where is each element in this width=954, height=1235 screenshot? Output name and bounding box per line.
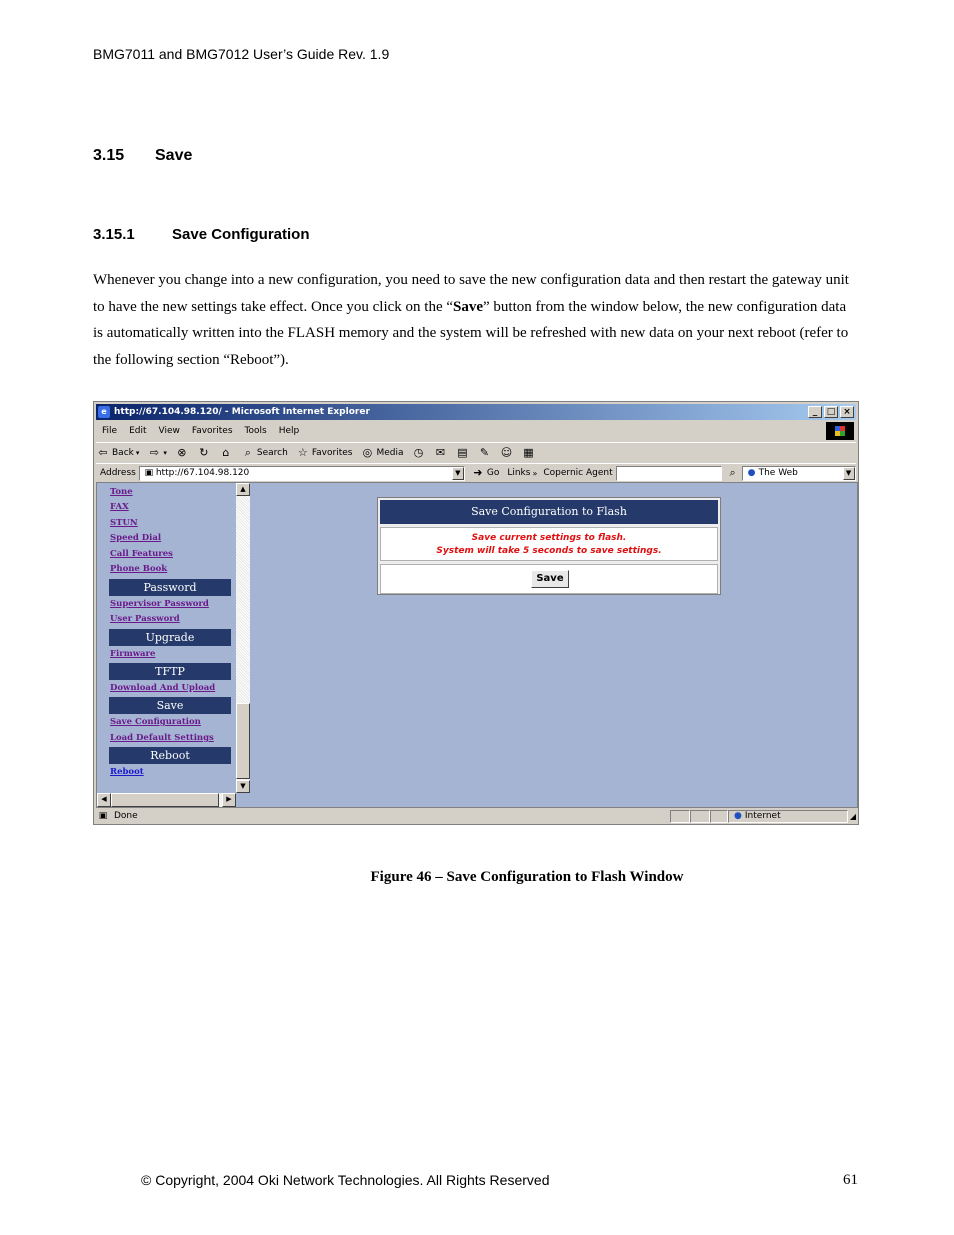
web-scope-select[interactable] [742, 466, 856, 481]
internet-globe-icon: ● [733, 811, 742, 821]
subsection-title: Save Configuration [172, 226, 310, 243]
para-text-2: ” button from the window below, the new configuration data is automatically written into the FLASH memory and the system will be refreshed with new data on your next reboot (refer to the following section “Reboot”). [93, 298, 849, 368]
maximize-icon[interactable]: □ [824, 406, 838, 418]
windows-logo-icon [826, 422, 854, 440]
menu-tools[interactable]: Tools [244, 426, 267, 436]
stop-icon[interactable]: ⊗ [177, 446, 187, 459]
back-arrow-icon: ⇦ [98, 446, 108, 459]
scope-dropdown-icon[interactable]: ▼ [843, 467, 855, 480]
panel-message-line2: System will take 5 seconds to save settings. [436, 546, 662, 556]
nav-link-tone[interactable]: Tone [110, 487, 133, 497]
minimize-icon[interactable]: _ [808, 406, 822, 418]
nav-link-speed-dial[interactable]: Speed Dial [110, 533, 162, 543]
section-number: 3.15 [93, 147, 125, 164]
status-bar [96, 808, 856, 824]
nav-link-supervisor-password[interactable]: Supervisor Password [110, 599, 209, 609]
figure-caption: Figure 46 – Save Configuration to Flash Window [370, 869, 684, 885]
back-button[interactable]: ⇦ Back ▾ [96, 446, 139, 460]
menu-view[interactable]: View [158, 426, 180, 436]
find-icon[interactable]: ⌕ [729, 466, 736, 479]
copyright-footer: © Copyright, 2004 Oki Network Technologies. All Rights Reserved [141, 1172, 550, 1188]
panel-message [380, 527, 718, 561]
para-bold-save: Save [453, 298, 484, 315]
scroll-up-icon[interactable]: ▲ [236, 483, 250, 496]
ie-icon: e [98, 406, 110, 418]
forward-arrow-icon: ⇨ [149, 446, 159, 459]
browser-window [93, 401, 859, 825]
web-scope-value: The Web [758, 468, 798, 478]
forward-button[interactable]: ⇨ ▾ [147, 446, 167, 460]
panel-message-line1: Save current settings to flash. [471, 533, 627, 543]
close-icon[interactable]: × [840, 406, 854, 418]
section-heading [93, 147, 192, 165]
scroll-right-icon[interactable]: ▶ [222, 793, 236, 807]
menu-edit[interactable]: Edit [129, 426, 147, 436]
nav-header-reboot: Reboot [109, 747, 231, 764]
mail-icon[interactable]: ✉ [435, 446, 446, 459]
scroll-thumb[interactable] [236, 703, 250, 779]
status-cell-2 [690, 810, 710, 823]
go-arrow-icon: ➜ [473, 466, 483, 479]
status-text: Done [114, 811, 138, 821]
nav-horizontal-scrollbar[interactable] [97, 793, 236, 807]
address-value: http://67.104.98.120 [155, 468, 250, 478]
address-input[interactable] [139, 466, 465, 481]
status-cell-1 [670, 810, 690, 823]
nav-link-reboot[interactable]: Reboot [110, 767, 144, 777]
save-button[interactable]: Save [531, 570, 569, 588]
title-bar [96, 404, 856, 420]
tools-icon[interactable]: ▦ [523, 446, 534, 459]
address-label: Address [100, 468, 136, 478]
go-button[interactable]: ➜ Go [471, 466, 499, 480]
para-text-1: Whenever you change into a new configuration, you need to save the new configuration data and then restart the gateway unit to have the new settings take effect. Once you click on the “ [93, 272, 849, 315]
status-zone [728, 810, 848, 823]
section-title: Save [155, 147, 193, 164]
nav-link-call-features[interactable]: Call Features [110, 549, 173, 559]
nav-vertical-scrollbar[interactable] [236, 483, 250, 793]
nav-link-load-default[interactable]: Load Default Settings [110, 733, 214, 743]
nav-link-stun[interactable]: STUN [110, 518, 138, 528]
address-bar [96, 463, 856, 482]
media-button[interactable]: ◎ Media [360, 446, 403, 460]
edit-icon[interactable]: ✎ [479, 446, 490, 459]
body-paragraph [93, 267, 858, 373]
nav-header-save: Save [109, 697, 231, 714]
messenger-icon[interactable]: ☺ [500, 446, 513, 459]
menu-favorites[interactable]: Favorites [191, 426, 233, 436]
nav-link-firmware[interactable]: Firmware [110, 649, 156, 659]
status-page-icon: ▣ [98, 811, 108, 821]
page-number: 61 [843, 1172, 858, 1188]
panel-button-row [380, 564, 718, 594]
document-header: BMG7011 and BMG7012 User’s Guide Rev. 1.9 [93, 46, 390, 62]
search-icon: ⌕ [244, 446, 251, 459]
subsection-heading [93, 226, 310, 243]
hscroll-thumb[interactable] [111, 793, 219, 807]
links-label[interactable]: Links [507, 468, 531, 478]
menu-bar [96, 422, 856, 440]
nav-frame [97, 483, 251, 807]
media-icon: ◎ [362, 446, 373, 459]
nav-link-phone-book[interactable]: Phone Book [110, 564, 168, 574]
nav-header-password: Password [109, 579, 231, 596]
status-cell-3 [710, 810, 728, 823]
nav-link-fax[interactable]: FAX [110, 502, 129, 512]
subsection-number: 3.15.1 [93, 226, 135, 243]
nav-link-download-upload[interactable]: Download And Upload [110, 683, 216, 693]
menu-help[interactable]: Help [278, 426, 300, 436]
save-config-panel [377, 497, 721, 595]
star-icon: ☆ [297, 446, 308, 459]
toolbar [96, 442, 856, 463]
menu-file[interactable]: File [102, 426, 118, 436]
copernic-search-input[interactable] [616, 466, 722, 481]
zone-label: Internet [744, 811, 781, 821]
refresh-icon[interactable]: ↻ [199, 446, 209, 459]
history-icon[interactable]: ◷ [413, 446, 424, 459]
chevron-right-icon[interactable]: » [532, 468, 538, 478]
favorites-button[interactable]: ☆ Favorites [296, 446, 353, 460]
home-icon[interactable]: ⌂ [222, 446, 230, 459]
scroll-left-icon[interactable]: ◀ [97, 793, 111, 807]
window-title: http://67.104.98.120/ - Microsoft Internet Explorer [114, 407, 370, 417]
nav-link-save-configuration[interactable]: Save Configuration [110, 717, 201, 727]
page-icon: ▣ [144, 468, 154, 478]
panel-title: Save Configuration to Flash [380, 500, 718, 524]
globe-icon: ● [747, 468, 756, 478]
nav-link-user-password[interactable]: User Password [110, 614, 180, 624]
copernic-label: Copernic Agent [543, 468, 613, 478]
print-icon[interactable]: ▤ [457, 446, 468, 459]
scroll-down-icon[interactable]: ▼ [236, 780, 250, 793]
content-area [96, 482, 858, 808]
resize-grip-icon[interactable]: ◢ [849, 811, 857, 821]
address-dropdown-icon[interactable]: ▼ [452, 467, 464, 480]
nav-header-upgrade: Upgrade [109, 629, 231, 646]
nav-header-tftp: TFTP [109, 663, 231, 680]
search-button[interactable]: ⌕ Search [241, 446, 288, 460]
